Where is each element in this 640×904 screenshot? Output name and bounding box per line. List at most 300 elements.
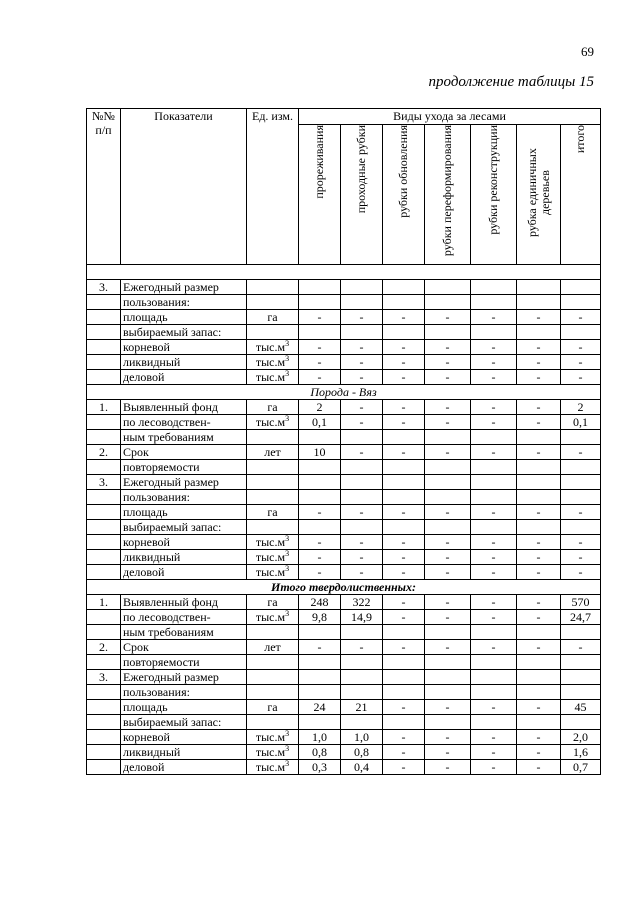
value-cell bbox=[341, 685, 383, 700]
table-row bbox=[87, 490, 601, 505]
value-cell: - bbox=[341, 445, 383, 460]
row-number bbox=[87, 625, 121, 640]
value-cell: - bbox=[517, 400, 561, 415]
value-cell bbox=[425, 475, 471, 490]
row-label: деловой bbox=[121, 760, 247, 775]
row-unit bbox=[247, 490, 299, 505]
value-cell bbox=[299, 655, 341, 670]
row-label: Срок bbox=[121, 640, 247, 655]
value-cell bbox=[517, 475, 561, 490]
row-label: повторяемости bbox=[121, 655, 247, 670]
value-cell: 21 bbox=[341, 700, 383, 715]
value-cell: - bbox=[561, 535, 601, 550]
value-cell: - bbox=[517, 445, 561, 460]
value-cell: - bbox=[471, 610, 517, 625]
value-cell bbox=[383, 490, 425, 505]
value-cell: - bbox=[425, 415, 471, 430]
table-row bbox=[87, 670, 601, 685]
header-group: Виды ухода за лесами bbox=[299, 109, 601, 125]
header-col-label: рубка единичных деревьев bbox=[524, 148, 552, 238]
value-cell bbox=[561, 280, 601, 295]
row-unit: лет bbox=[247, 640, 299, 655]
value-cell: - bbox=[425, 565, 471, 580]
value-cell: - bbox=[383, 760, 425, 775]
value-cell bbox=[425, 460, 471, 475]
value-cell: - bbox=[561, 550, 601, 565]
row-label: ным требованиям bbox=[121, 430, 247, 445]
value-cell: - bbox=[471, 340, 517, 355]
value-cell bbox=[341, 295, 383, 310]
value-cell: 248 bbox=[299, 595, 341, 610]
value-cell bbox=[383, 430, 425, 445]
value-cell: - bbox=[341, 640, 383, 655]
value-cell: - bbox=[425, 505, 471, 520]
value-cell bbox=[383, 295, 425, 310]
section-row bbox=[87, 580, 601, 595]
value-cell bbox=[471, 280, 517, 295]
row-unit: га bbox=[247, 595, 299, 610]
table-row bbox=[87, 715, 601, 730]
value-cell bbox=[471, 325, 517, 340]
row-label: деловой bbox=[121, 565, 247, 580]
value-cell: 9,8 bbox=[299, 610, 341, 625]
value-cell bbox=[561, 475, 601, 490]
value-cell: - bbox=[341, 355, 383, 370]
value-cell bbox=[561, 625, 601, 640]
value-cell: - bbox=[517, 355, 561, 370]
value-cell: - bbox=[517, 565, 561, 580]
value-cell: - bbox=[517, 370, 561, 385]
value-cell: - bbox=[425, 730, 471, 745]
table-row bbox=[87, 355, 601, 370]
header-num: №№ п/п bbox=[87, 109, 121, 265]
row-number: 1. bbox=[87, 400, 121, 415]
row-number bbox=[87, 760, 121, 775]
value-cell: 10 bbox=[299, 445, 341, 460]
value-cell bbox=[517, 520, 561, 535]
value-cell: - bbox=[299, 565, 341, 580]
value-cell bbox=[299, 670, 341, 685]
table-row bbox=[87, 430, 601, 445]
value-cell: - bbox=[517, 595, 561, 610]
value-cell: - bbox=[383, 415, 425, 430]
value-cell: - bbox=[471, 370, 517, 385]
value-cell bbox=[383, 475, 425, 490]
row-unit bbox=[247, 655, 299, 670]
value-cell: - bbox=[517, 700, 561, 715]
value-cell: - bbox=[471, 355, 517, 370]
value-cell: 0,4 bbox=[341, 760, 383, 775]
header-col-4 bbox=[471, 125, 517, 265]
value-cell: 24,7 bbox=[561, 610, 601, 625]
value-cell: 0,7 bbox=[561, 760, 601, 775]
value-cell: - bbox=[471, 505, 517, 520]
value-cell: - bbox=[425, 400, 471, 415]
row-unit bbox=[247, 670, 299, 685]
row-number: 3. bbox=[87, 280, 121, 295]
value-cell: - bbox=[383, 400, 425, 415]
header-indicator: Показатели bbox=[121, 109, 247, 265]
row-number bbox=[87, 415, 121, 430]
value-cell: - bbox=[517, 415, 561, 430]
value-cell: - bbox=[561, 445, 601, 460]
value-cell bbox=[383, 625, 425, 640]
row-unit bbox=[247, 715, 299, 730]
table-row bbox=[87, 610, 601, 625]
value-cell: - bbox=[471, 565, 517, 580]
value-cell: - bbox=[517, 340, 561, 355]
row-number bbox=[87, 745, 121, 760]
value-cell: - bbox=[517, 730, 561, 745]
table-row bbox=[87, 655, 601, 670]
value-cell bbox=[471, 295, 517, 310]
value-cell: 2 bbox=[299, 400, 341, 415]
table-row bbox=[87, 460, 601, 475]
value-cell: - bbox=[425, 610, 471, 625]
page-number: 69 bbox=[581, 44, 594, 59]
value-cell bbox=[517, 295, 561, 310]
value-cell bbox=[341, 430, 383, 445]
value-cell bbox=[383, 325, 425, 340]
value-cell: - bbox=[341, 535, 383, 550]
value-cell bbox=[471, 490, 517, 505]
value-cell: - bbox=[383, 505, 425, 520]
value-cell bbox=[561, 325, 601, 340]
value-cell: 570 bbox=[561, 595, 601, 610]
value-cell bbox=[517, 325, 561, 340]
value-cell: - bbox=[383, 355, 425, 370]
value-cell: - bbox=[425, 340, 471, 355]
value-cell: - bbox=[383, 340, 425, 355]
value-cell: - bbox=[471, 760, 517, 775]
row-unit bbox=[247, 685, 299, 700]
section-title bbox=[87, 265, 601, 280]
value-cell bbox=[341, 715, 383, 730]
value-cell bbox=[561, 460, 601, 475]
value-cell bbox=[517, 490, 561, 505]
value-cell bbox=[341, 475, 383, 490]
table-row bbox=[87, 730, 601, 745]
row-number bbox=[87, 550, 121, 565]
row-number: 3. bbox=[87, 670, 121, 685]
row-number bbox=[87, 715, 121, 730]
value-cell: - bbox=[383, 445, 425, 460]
value-cell: - bbox=[425, 535, 471, 550]
header-col-label: рубки обновления bbox=[396, 125, 410, 218]
value-cell: - bbox=[383, 565, 425, 580]
value-cell: - bbox=[561, 340, 601, 355]
row-label: ликвидный bbox=[121, 745, 247, 760]
value-cell: 0,1 bbox=[561, 415, 601, 430]
row-number bbox=[87, 310, 121, 325]
value-cell: - bbox=[299, 505, 341, 520]
value-cell: - bbox=[561, 565, 601, 580]
value-cell: - bbox=[471, 310, 517, 325]
value-cell bbox=[341, 490, 383, 505]
value-cell bbox=[471, 625, 517, 640]
value-cell: - bbox=[471, 595, 517, 610]
row-number: 2. bbox=[87, 445, 121, 460]
row-unit: $тыс.м^3$ bbox=[247, 340, 299, 355]
value-cell: - bbox=[471, 745, 517, 760]
row-label: площадь bbox=[121, 310, 247, 325]
value-cell bbox=[299, 430, 341, 445]
table-row bbox=[87, 700, 601, 715]
row-label: Ежегодный размер bbox=[121, 670, 247, 685]
row-number bbox=[87, 535, 121, 550]
value-cell: - bbox=[383, 370, 425, 385]
table-row bbox=[87, 400, 601, 415]
value-cell: - bbox=[383, 730, 425, 745]
row-unit: $тыс.м^3$ bbox=[247, 550, 299, 565]
row-unit bbox=[247, 520, 299, 535]
value-cell bbox=[517, 670, 561, 685]
row-number bbox=[87, 340, 121, 355]
value-cell bbox=[341, 460, 383, 475]
table-row bbox=[87, 595, 601, 610]
row-label: площадь bbox=[121, 505, 247, 520]
value-cell bbox=[299, 490, 341, 505]
table-row bbox=[87, 745, 601, 760]
value-cell: - bbox=[425, 760, 471, 775]
row-number bbox=[87, 370, 121, 385]
value-cell: - bbox=[383, 310, 425, 325]
row-unit bbox=[247, 625, 299, 640]
section-row bbox=[87, 385, 601, 400]
value-cell: - bbox=[341, 505, 383, 520]
value-cell: 14,9 bbox=[341, 610, 383, 625]
value-cell bbox=[471, 685, 517, 700]
row-unit: $тыс.м^3$ bbox=[247, 730, 299, 745]
value-cell: - bbox=[341, 340, 383, 355]
value-cell bbox=[341, 520, 383, 535]
row-label: пользования: bbox=[121, 490, 247, 505]
value-cell bbox=[561, 295, 601, 310]
value-cell: - bbox=[517, 760, 561, 775]
value-cell bbox=[383, 520, 425, 535]
value-cell: - bbox=[341, 310, 383, 325]
table-row bbox=[87, 370, 601, 385]
value-cell: - bbox=[299, 340, 341, 355]
table-row bbox=[87, 295, 601, 310]
value-cell bbox=[341, 655, 383, 670]
table-continuation-caption: продолжение таблицы 15 bbox=[428, 74, 594, 90]
row-unit: $тыс.м^3$ bbox=[247, 535, 299, 550]
value-cell: - bbox=[471, 535, 517, 550]
value-cell: - bbox=[299, 355, 341, 370]
value-cell: - bbox=[383, 745, 425, 760]
row-unit: $тыс.м^3$ bbox=[247, 760, 299, 775]
value-cell bbox=[425, 430, 471, 445]
value-cell: - bbox=[471, 400, 517, 415]
table-row bbox=[87, 415, 601, 430]
row-number bbox=[87, 655, 121, 670]
row-unit bbox=[247, 475, 299, 490]
value-cell bbox=[341, 670, 383, 685]
row-label: Ежегодный размер bbox=[121, 280, 247, 295]
value-cell bbox=[471, 715, 517, 730]
value-cell: - bbox=[383, 535, 425, 550]
table-row bbox=[87, 340, 601, 355]
value-cell: 2 bbox=[561, 400, 601, 415]
value-cell: 1,0 bbox=[341, 730, 383, 745]
row-label: Ежегодный размер bbox=[121, 475, 247, 490]
table-row bbox=[87, 550, 601, 565]
value-cell bbox=[471, 460, 517, 475]
value-cell: - bbox=[471, 415, 517, 430]
value-cell: 1,6 bbox=[561, 745, 601, 760]
value-cell: - bbox=[299, 550, 341, 565]
value-cell: 0,1 bbox=[299, 415, 341, 430]
value-cell bbox=[383, 670, 425, 685]
header-col-label: рубки реконструкции bbox=[486, 125, 500, 235]
value-cell bbox=[383, 460, 425, 475]
value-cell bbox=[341, 325, 383, 340]
value-cell: 322 bbox=[341, 595, 383, 610]
value-cell: - bbox=[561, 355, 601, 370]
value-cell: 0,8 bbox=[341, 745, 383, 760]
value-cell bbox=[517, 280, 561, 295]
table-row bbox=[87, 760, 601, 775]
row-unit: $тыс.м^3$ bbox=[247, 745, 299, 760]
row-unit bbox=[247, 295, 299, 310]
table-row bbox=[87, 565, 601, 580]
row-number bbox=[87, 520, 121, 535]
row-unit: га bbox=[247, 505, 299, 520]
row-unit: $тыс.м^3$ bbox=[247, 370, 299, 385]
value-cell: - bbox=[471, 640, 517, 655]
value-cell: - bbox=[341, 370, 383, 385]
value-cell: - bbox=[517, 550, 561, 565]
value-cell bbox=[383, 655, 425, 670]
value-cell bbox=[517, 625, 561, 640]
value-cell bbox=[425, 490, 471, 505]
row-unit: $тыс.м^3$ bbox=[247, 415, 299, 430]
value-cell: - bbox=[425, 445, 471, 460]
header-col-2 bbox=[383, 125, 425, 265]
header-col-1 bbox=[341, 125, 383, 265]
row-number: 1. bbox=[87, 595, 121, 610]
value-cell bbox=[561, 655, 601, 670]
value-cell: - bbox=[517, 535, 561, 550]
table-row bbox=[87, 625, 601, 640]
row-number bbox=[87, 430, 121, 445]
table-row bbox=[87, 640, 601, 655]
value-cell: - bbox=[425, 355, 471, 370]
row-number bbox=[87, 700, 121, 715]
value-cell bbox=[425, 670, 471, 685]
table-row bbox=[87, 535, 601, 550]
row-unit: га bbox=[247, 700, 299, 715]
value-cell: - bbox=[425, 370, 471, 385]
value-cell: - bbox=[341, 400, 383, 415]
header-col-label: итого bbox=[573, 125, 588, 154]
header-col-3 bbox=[425, 125, 471, 265]
row-label: корневой bbox=[121, 730, 247, 745]
value-cell bbox=[299, 475, 341, 490]
value-cell: - bbox=[561, 505, 601, 520]
value-cell bbox=[561, 520, 601, 535]
row-unit bbox=[247, 430, 299, 445]
value-cell bbox=[517, 655, 561, 670]
value-cell bbox=[471, 520, 517, 535]
value-cell bbox=[299, 625, 341, 640]
row-label: деловой bbox=[121, 370, 247, 385]
value-cell bbox=[561, 430, 601, 445]
value-cell bbox=[383, 715, 425, 730]
value-cell: - bbox=[341, 415, 383, 430]
row-label: по лесоводствен- bbox=[121, 415, 247, 430]
forest-care-table bbox=[86, 108, 601, 775]
value-cell: - bbox=[383, 610, 425, 625]
value-cell bbox=[425, 655, 471, 670]
row-label: корневой bbox=[121, 340, 247, 355]
table-row bbox=[87, 310, 601, 325]
value-cell bbox=[425, 325, 471, 340]
row-label: по лесоводствен- bbox=[121, 610, 247, 625]
row-number: 2. bbox=[87, 640, 121, 655]
header-col-label: прореживания bbox=[312, 125, 326, 199]
header-col-0 bbox=[299, 125, 341, 265]
value-cell bbox=[517, 685, 561, 700]
row-number bbox=[87, 490, 121, 505]
row-label: Выявленный фонд bbox=[121, 595, 247, 610]
row-unit: га bbox=[247, 310, 299, 325]
value-cell bbox=[471, 430, 517, 445]
value-cell bbox=[425, 685, 471, 700]
value-cell: - bbox=[471, 445, 517, 460]
row-label: повторяемости bbox=[121, 460, 247, 475]
header-col-label: рубки переформирования bbox=[440, 125, 454, 257]
value-cell bbox=[561, 670, 601, 685]
value-cell bbox=[425, 295, 471, 310]
value-cell: - bbox=[425, 745, 471, 760]
value-cell bbox=[383, 685, 425, 700]
value-cell: - bbox=[383, 550, 425, 565]
row-label: ликвидный bbox=[121, 550, 247, 565]
value-cell: - bbox=[471, 550, 517, 565]
row-label: Выявленный фонд bbox=[121, 400, 247, 415]
value-cell bbox=[517, 460, 561, 475]
value-cell: - bbox=[383, 700, 425, 715]
table-row bbox=[87, 475, 601, 490]
value-cell: - bbox=[383, 595, 425, 610]
table-row bbox=[87, 685, 601, 700]
value-cell bbox=[425, 625, 471, 640]
header-col-6 bbox=[561, 125, 601, 265]
value-cell: 0,3 bbox=[299, 760, 341, 775]
header-col-label: проходные рубки bbox=[354, 125, 368, 214]
value-cell: - bbox=[425, 550, 471, 565]
spacer-row bbox=[87, 265, 601, 280]
value-cell: - bbox=[517, 610, 561, 625]
row-unit: $тыс.м^3$ bbox=[247, 565, 299, 580]
row-number: 3. bbox=[87, 475, 121, 490]
value-cell: 0,8 bbox=[299, 745, 341, 760]
value-cell: - bbox=[561, 310, 601, 325]
value-cell: - bbox=[383, 640, 425, 655]
row-label: площадь bbox=[121, 700, 247, 715]
value-cell bbox=[299, 685, 341, 700]
value-cell: - bbox=[517, 505, 561, 520]
value-cell bbox=[341, 625, 383, 640]
row-unit: га bbox=[247, 400, 299, 415]
row-label: выбираемый запас: bbox=[121, 520, 247, 535]
row-number bbox=[87, 610, 121, 625]
value-cell: - bbox=[341, 550, 383, 565]
row-unit: лет bbox=[247, 445, 299, 460]
value-cell bbox=[341, 280, 383, 295]
